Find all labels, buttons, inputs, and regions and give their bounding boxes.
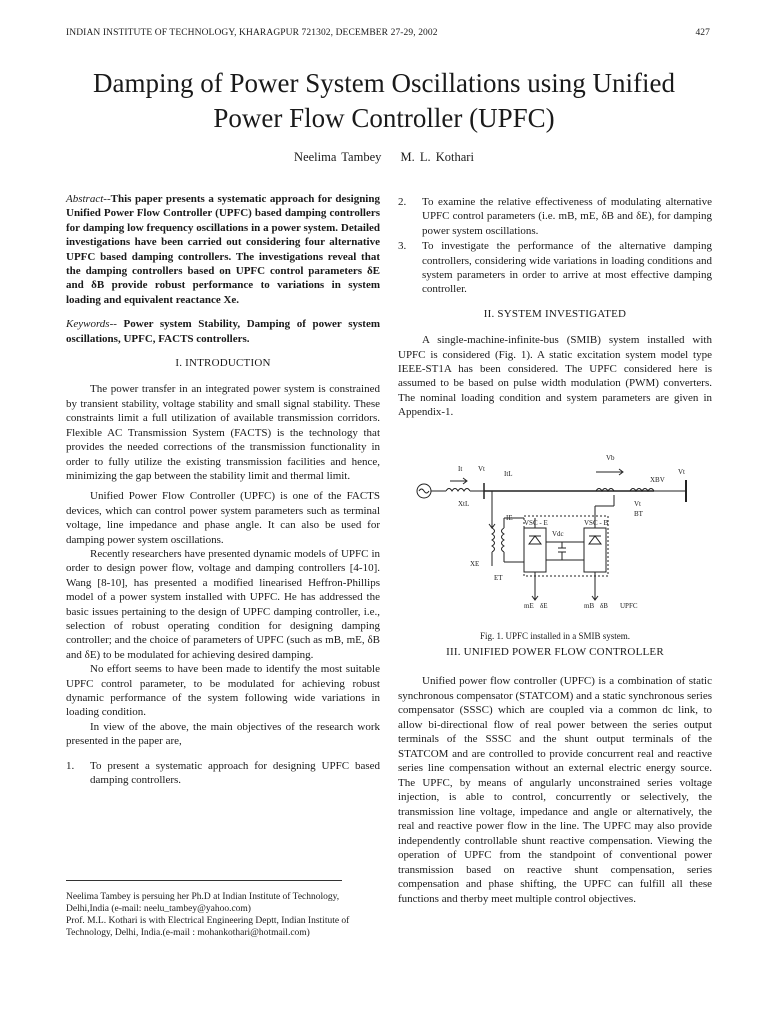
label-vb: Vb [606, 454, 615, 462]
system-paragraph: A single-machine-infinite-bus (SMIB) system installed with UPFC is considered (Fig. 1). A static excitation system model type IEEE-ST1A has been considered. The UPFC considered here is assumed to be based on pulse width modulation (PWM) converters. The nominal loading condition and system parameters are given in Appendix-1. [398, 334, 712, 419]
intro-paragraph-2: Unified Power Flow Controller (UPFC) is one of the FACTS devices, which can control power system parameters such as terminal voltage, line impedance and phase angle. It can also be used for damping power system oscillations. [66, 490, 380, 546]
right-column [398, 195, 712, 420]
section-heading-upfc: III. UNIFIED POWER FLOW CONTROLLER [446, 646, 664, 658]
abstract [66, 192, 380, 307]
keywords-text: Power system Stability, Damping of power system oscillations, UPFC, FACTS controllers. [66, 318, 380, 345]
label-de: δE [540, 602, 548, 610]
figure-labels [458, 454, 685, 610]
label-vsc-e: VSC - E [524, 519, 548, 527]
label-xe: XE [470, 560, 480, 568]
vsc-b-box [584, 528, 606, 572]
label-vt: Vt [478, 465, 485, 473]
label-mb: mB [584, 602, 595, 610]
intro-paragraph-4: No effort seems to have been made to identify the most suitable UPFC control parameter, to be modulated for achieving robust dynamic performance of the system following wide variations in loading condition. [66, 663, 380, 719]
running-header [66, 28, 710, 38]
label-xtl: XtL [458, 500, 470, 508]
author-list [0, 150, 768, 165]
shunt-transformer [492, 528, 495, 552]
objective-item: 2. To examine the relative effectiveness of modulating alternative UPFC control parameters (i.e. mB, mE, δB and δE), for damping power system oscillations. [398, 196, 712, 237]
keywords-label: Keywords-- [66, 318, 117, 331]
intro-paragraph-5: In view of the above, the main objectives of the research work presented in the paper are, [66, 720, 380, 748]
figure-caption: Fig. 1. UPFC installed in a SMIB system. [479, 631, 631, 641]
label-vdc: Vdc [552, 530, 564, 538]
label-upfc: UPFC [620, 602, 638, 610]
label-xbv: XBV [650, 476, 665, 484]
author-1: Neelima Tambey [294, 150, 382, 164]
section-heading-introduction: I. INTRODUCTION [175, 357, 271, 370]
footnote-1: Neelima Tambey is persuing her Ph.D at Indian Institute of Technology, Delhi,India (e-mail: neelu_tambey@yahoo.com) [66, 892, 340, 914]
upfc-section [398, 674, 712, 906]
figure-upfc-smib-diagram [400, 448, 712, 618]
objectives-list-right [398, 195, 712, 297]
abstract-label: Abstract-- [66, 193, 111, 205]
paper-title: Damping of Power System Oscillations using Unified Power Flow Controller (UPFC) [93, 68, 675, 133]
footnotes [66, 891, 380, 939]
header-text: INDIAN INSTITUTE OF TECHNOLOGY, KHARAGPUR 721302, DECEMBER 27-29, 2002 [66, 28, 438, 38]
label-it: It [458, 465, 463, 473]
label-db: δB [600, 602, 608, 610]
left-column [66, 192, 380, 788]
page-number: 427 [695, 28, 710, 38]
label-me: mE [524, 602, 534, 610]
abstract-text: This paper presents a systematic approach for designing Unified Power Flow Controller (UPFC) based damping controllers for damping low frequency oscillations in a power system. Detailed investigations have been carried out considering four alternative UPFC based damping controllers. The investigations reveal that the damping controllers based on UPFC control parameters δE and δB provide robust performance to variations in system loading and equivalent reactance Xe. [66, 193, 380, 306]
label-vsc-b: VSC - B [584, 519, 609, 527]
keywords [66, 317, 380, 346]
label-et: ET [494, 574, 503, 582]
label-ie: IE [506, 514, 513, 522]
intro-paragraph-3: Recently researchers have presented dynamic models of UPFC in order to design power flow, voltage and damping controllers [4-10]. Wang [8-10], has presented a modified linearised Heffron-Phillips model of a power system installed with UPFC. He has addressed the basic issues pertaining to the design of UPFC damping controller, i.e., selection of robust operating condition for designing damping controller; and the choice of parameters of UPFC (such as mB, mE, δB and δE) to be modulated for achieving desired damping. [66, 547, 380, 661]
section-heading-system: II. SYSTEM INVESTIGATED [483, 307, 627, 320]
label-bt: BT [634, 510, 643, 518]
objectives-list-left [66, 759, 380, 788]
transformer-xtl [446, 489, 470, 492]
label-vt2: Vt [634, 500, 641, 508]
intro-paragraph-1: The power transfer in an integrated power system is constrained by transient stability, voltage stability and small signal stability. These constraints limit a full utilization of available transmission corridors. Flexible AC Transmission System (FACTS) is the technology that provides the needed corrections of the transmission functionality in order to fully utilize the existing transmission facilities and hence, minimizing the gap between the stability limit and thermal limit. [66, 383, 380, 482]
label-vinf: Vt [678, 468, 685, 476]
label-itl: ItL [504, 470, 513, 478]
footnote-rule [66, 880, 342, 881]
objective-item: 1. To present a systematic approach for designing UPFC based damping controllers. [66, 759, 380, 787]
author-2: M. L. Kothari [400, 150, 474, 164]
vsc-e-box [524, 528, 546, 572]
footnote-2: Prof. M.L. Kothari is with Electrical Engineering Deptt, Indian Institute of Technology, Delhi, India.(e-mail : mohankothari@hotmail.com) [66, 916, 350, 938]
upfc-paragraph: Unified power flow controller (UPFC) is a combination of static synchronous compensator (STATCOM) and a static synchronous series compensator (SSSC) which are coupled via a common dc link, to allow bi-directional flow of real power between the series output terminals of the SSSC and the shunt output terminals of the STATCOM and are controlled to provide concurrent real and reactive series line compensation without an external electric energy source. The UPFC, by means of angularly unconstrained series voltage injection, is able to control, concurrently or selectively, the transmission line voltage, impedance and angle or alternatively, the real and reactive power flow in the line. The UPFC may also provide independently controllable shunt reactive compensation. Viewing the operation of UPFC from the standpoint of conventional power transmission based on reactive shunt compensation, series compensation and phase shifting, the UPFC can fulfill all these functions and therby meet multiple control objectives. [398, 675, 712, 905]
objective-item: 3. To investigate the performance of the alternative damping controllers, considering wide variations in loading conditions and system parameters in order to arrive at most effective damping controller. [398, 240, 712, 296]
